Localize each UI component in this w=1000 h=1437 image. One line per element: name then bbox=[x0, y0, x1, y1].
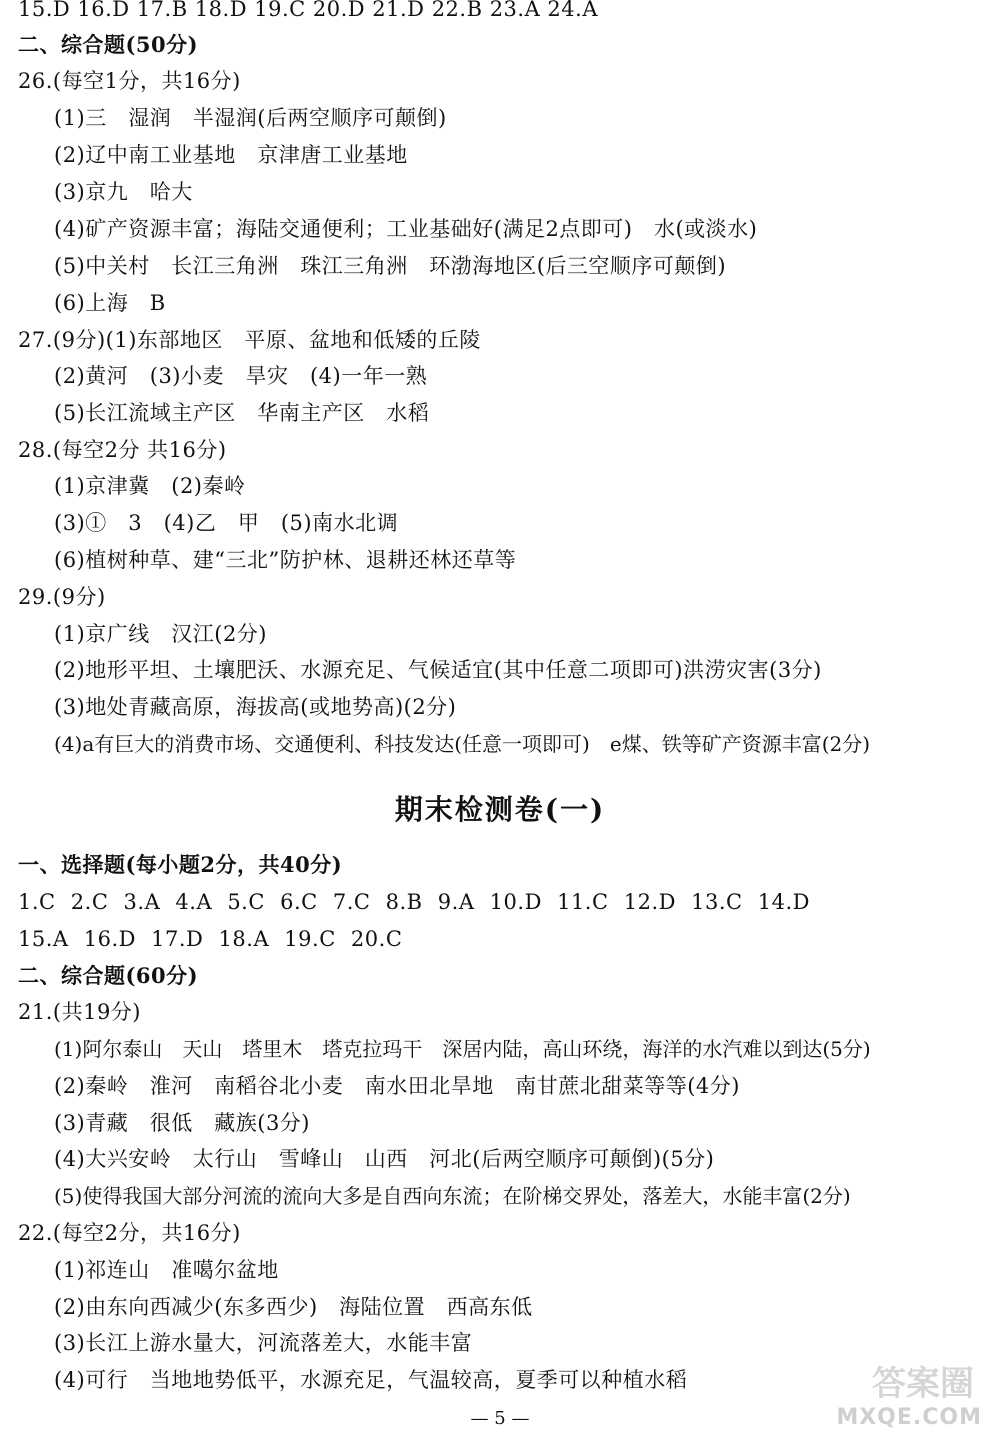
section-heading: 二、综合题(50分) bbox=[18, 32, 199, 57]
answer-line: (2)地形平坦、土壤肥沃、水源充足、气候适宜(其中任意二项即可)洪涝灾害(3分) bbox=[54, 658, 822, 682]
watermark-site: MXQE.COM bbox=[836, 1405, 982, 1430]
question-header: 26.(每空1分，共16分) bbox=[18, 69, 241, 93]
answer-line: (3)青藏 很低 藏族(3分) bbox=[54, 1111, 310, 1135]
answer-line: (5)长江流域主产区 华南主产区 水稻 bbox=[54, 401, 430, 425]
answer-line: (1)京广线 汉江(2分) bbox=[54, 622, 267, 646]
page-number: — 5 — bbox=[470, 1408, 530, 1429]
watermark bbox=[812, 1356, 982, 1432]
answer-line: 1.C 2.C 3.A 4.A 5.C 6.C 7.C 8.B 9.A 10.D 11.C 12.D 13.C 14.D bbox=[18, 890, 811, 914]
question-header: 27.(9分)(1)东部地区 平原、盆地和低矮的丘陵 bbox=[18, 328, 481, 352]
answer-line: (3)① 3 (4)乙 甲 (5)南水北调 bbox=[54, 511, 399, 535]
answer-line: (2)辽中南工业基地 京津唐工业基地 bbox=[54, 143, 408, 167]
answer-line: (4)可行 当地地势低平，水源充足，气温较高，夏季可以种植水稻 bbox=[54, 1368, 688, 1392]
answer-line: (4)a有巨大的消费市场、交通便利、科技发达(任意一项即可) e煤、铁等矿产资源丰富(2分) bbox=[54, 732, 871, 756]
answer-line: (6)植树种草、建“三北”防护林、退耕还林还草等 bbox=[54, 548, 517, 572]
answer-line: (3)长江上游水量大，河流落差大，水能丰富 bbox=[54, 1331, 473, 1355]
question-header: 22.(每空2分，共16分) bbox=[18, 1221, 241, 1245]
question-header: 28.(每空2分 共16分) bbox=[18, 438, 227, 462]
answer-line: 15.A 16.D 17.D 18.A 19.C 20.C bbox=[18, 927, 403, 951]
exam-title: 期末检测卷(一) bbox=[394, 793, 606, 826]
answer-line: (3)地处青藏高原，海拔高(或地势高)(2分) bbox=[54, 695, 457, 719]
question-header: 21.(共19分) bbox=[18, 1000, 142, 1024]
answer-line: (6)上海 B bbox=[54, 291, 166, 315]
answer-line: (1)三 湿润 半湿润(后两空顺序可颠倒) bbox=[54, 106, 447, 130]
answer-line: (1)阿尔泰山 天山 塔里木 塔克拉玛干 深居内陆，高山环绕，海洋的水汽难以到达(5分) bbox=[54, 1037, 871, 1061]
answer-line: (5)中关村 长江三角洲 珠江三角洲 环渤海地区(后三空顺序可颠倒) bbox=[54, 254, 727, 278]
answer-line: (1)祁连山 准噶尔盆地 bbox=[54, 1258, 279, 1282]
answer-line: (3)京九 哈大 bbox=[54, 180, 193, 204]
question-header: 29.(9分) bbox=[18, 585, 106, 609]
answer-line: (5)使得我国大部分河流的流向大多是自西向东流；在阶梯交界处，落差大，水能丰富(2分) bbox=[54, 1184, 851, 1208]
answer-line: (2)秦岭 淮河 南稻谷北小麦 南水田北旱地 南甘蔗北甜菜等等(4分) bbox=[54, 1074, 740, 1098]
section-heading: 一、选择题(每小题2分，共40分) bbox=[18, 852, 343, 877]
answer-line: 15.D 16.D 17.B 18.D 19.C 20.D 21.D 22.B 23.A 24.A bbox=[18, 0, 598, 21]
watermark-logo: 答案圈 bbox=[872, 1364, 974, 1404]
answer-line: (4)大兴安岭 太行山 雪峰山 山西 河北(后两空顺序可颠倒)(5分) bbox=[54, 1147, 715, 1171]
section-heading: 二、综合题(60分) bbox=[18, 963, 199, 988]
answer-line: (2)黄河 (3)小麦 旱灾 (4)一年一熟 bbox=[54, 364, 428, 388]
answer-line: (1)京津冀 (2)秦岭 bbox=[54, 474, 246, 498]
answer-line: (4)矿产资源丰富；海陆交通便利；工业基础好(满足2点即可) 水(或淡水) bbox=[54, 217, 758, 241]
answer-line: (2)由东向西减少(东多西少) 海陆位置 西高东低 bbox=[54, 1295, 533, 1319]
